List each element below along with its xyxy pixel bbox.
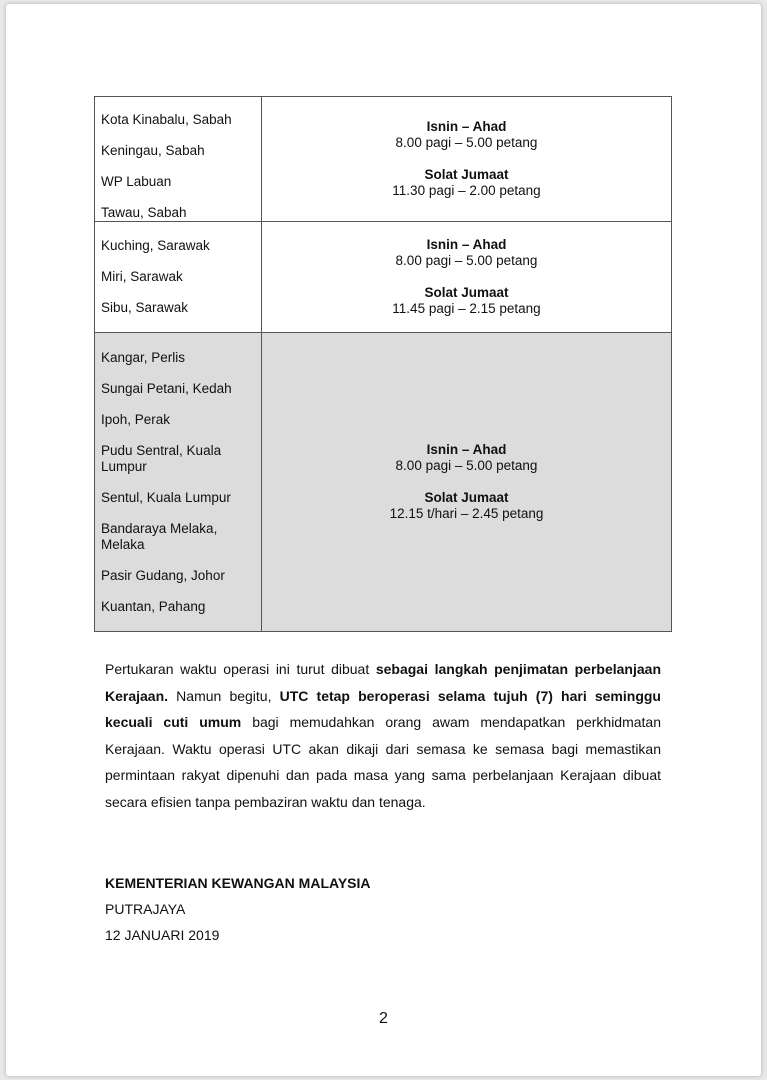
location-cell <box>95 222 262 333</box>
document-date: 12 JANUARI 2019 <box>105 927 220 943</box>
hours-cell <box>262 222 672 333</box>
body-paragraph <box>105 656 661 815</box>
location-item: Sentul, Kuala Lumpur <box>101 490 231 505</box>
place-name: PUTRAJAYA <box>105 901 186 917</box>
paragraph-text: Namun begitu, <box>168 687 280 704</box>
weekday-hours: 8.00 pagi – 5.00 petang <box>395 253 538 268</box>
weekday-heading: Isnin – Ahad <box>426 237 507 252</box>
location-item: Kuantan, Pahang <box>101 599 206 614</box>
location-item: Pasir Gudang, Johor <box>101 568 225 583</box>
friday-heading: Solat Jumaat <box>424 490 509 505</box>
location-item: Kangar, Perlis <box>101 350 186 365</box>
table-row <box>95 97 672 222</box>
location-item: Keningau, Sabah <box>101 143 205 158</box>
hours-cell <box>262 333 672 632</box>
location-item: Pudu Sentral, Kuala Lumpur <box>101 443 222 474</box>
friday-hours: 11.30 pagi – 2.00 petang <box>392 183 541 198</box>
weekday-heading: Isnin – Ahad <box>426 119 507 134</box>
paragraph-bold-text: UTC tetap beroperasi selama tujuh (7) hari seminggu kecuali cuti umum <box>105 687 661 730</box>
signature-block <box>105 870 371 948</box>
table-row <box>95 222 672 333</box>
friday-heading: Solat Jumaat <box>424 285 509 300</box>
weekday-heading: Isnin – Ahad <box>426 442 507 457</box>
paragraph-text: Pertukaran waktu operasi ini turut dibuat <box>105 661 376 677</box>
table-row <box>95 333 672 632</box>
location-item: Miri, Sarawak <box>101 269 183 284</box>
location-item: Ipoh, Perak <box>101 412 171 427</box>
page-number: 2 <box>379 1010 388 1027</box>
location-item: Tawau, Sabah <box>101 205 187 220</box>
location-item: Bandaraya Melaka, Melaka <box>101 521 218 552</box>
schedule-table <box>94 96 672 632</box>
organization-name: KEMENTERIAN KEWANGAN MALAYSIA <box>105 875 371 891</box>
location-item: Kota Kinabalu, Sabah <box>101 112 232 127</box>
friday-hours: 12.15 t/hari – 2.45 petang <box>389 506 544 521</box>
paragraph-text: bagi memudahkan orang awam mendapatkan perkhidmatan Kerajaan. Waktu operasi UTC akan dikaji dari semasa ke semasa bagi memastikan permintaan rakyat dipenuhi dan pada masa yang sama perbelanjaan Kerajaan dibuat secara efisien tanpa pembaziran waktu dan tenaga. <box>105 714 661 810</box>
location-item: Sibu, Sarawak <box>101 300 189 315</box>
friday-heading: Solat Jumaat <box>424 167 509 182</box>
weekday-hours: 8.00 pagi – 5.00 petang <box>395 458 538 473</box>
location-cell <box>95 97 262 222</box>
friday-hours: 11.45 pagi – 2.15 petang <box>392 301 541 316</box>
document-page <box>6 4 761 1076</box>
hours-cell <box>262 97 672 222</box>
location-cell <box>95 333 262 632</box>
location-item: Kuching, Sarawak <box>101 238 210 253</box>
weekday-hours: 8.00 pagi – 5.00 petang <box>395 135 538 150</box>
paragraph-bold-text: sebagai langkah penjimatan perbelanjaan Kerajaan. <box>105 661 661 704</box>
location-item: Sungai Petani, Kedah <box>101 381 232 396</box>
location-item: WP Labuan <box>101 174 172 189</box>
